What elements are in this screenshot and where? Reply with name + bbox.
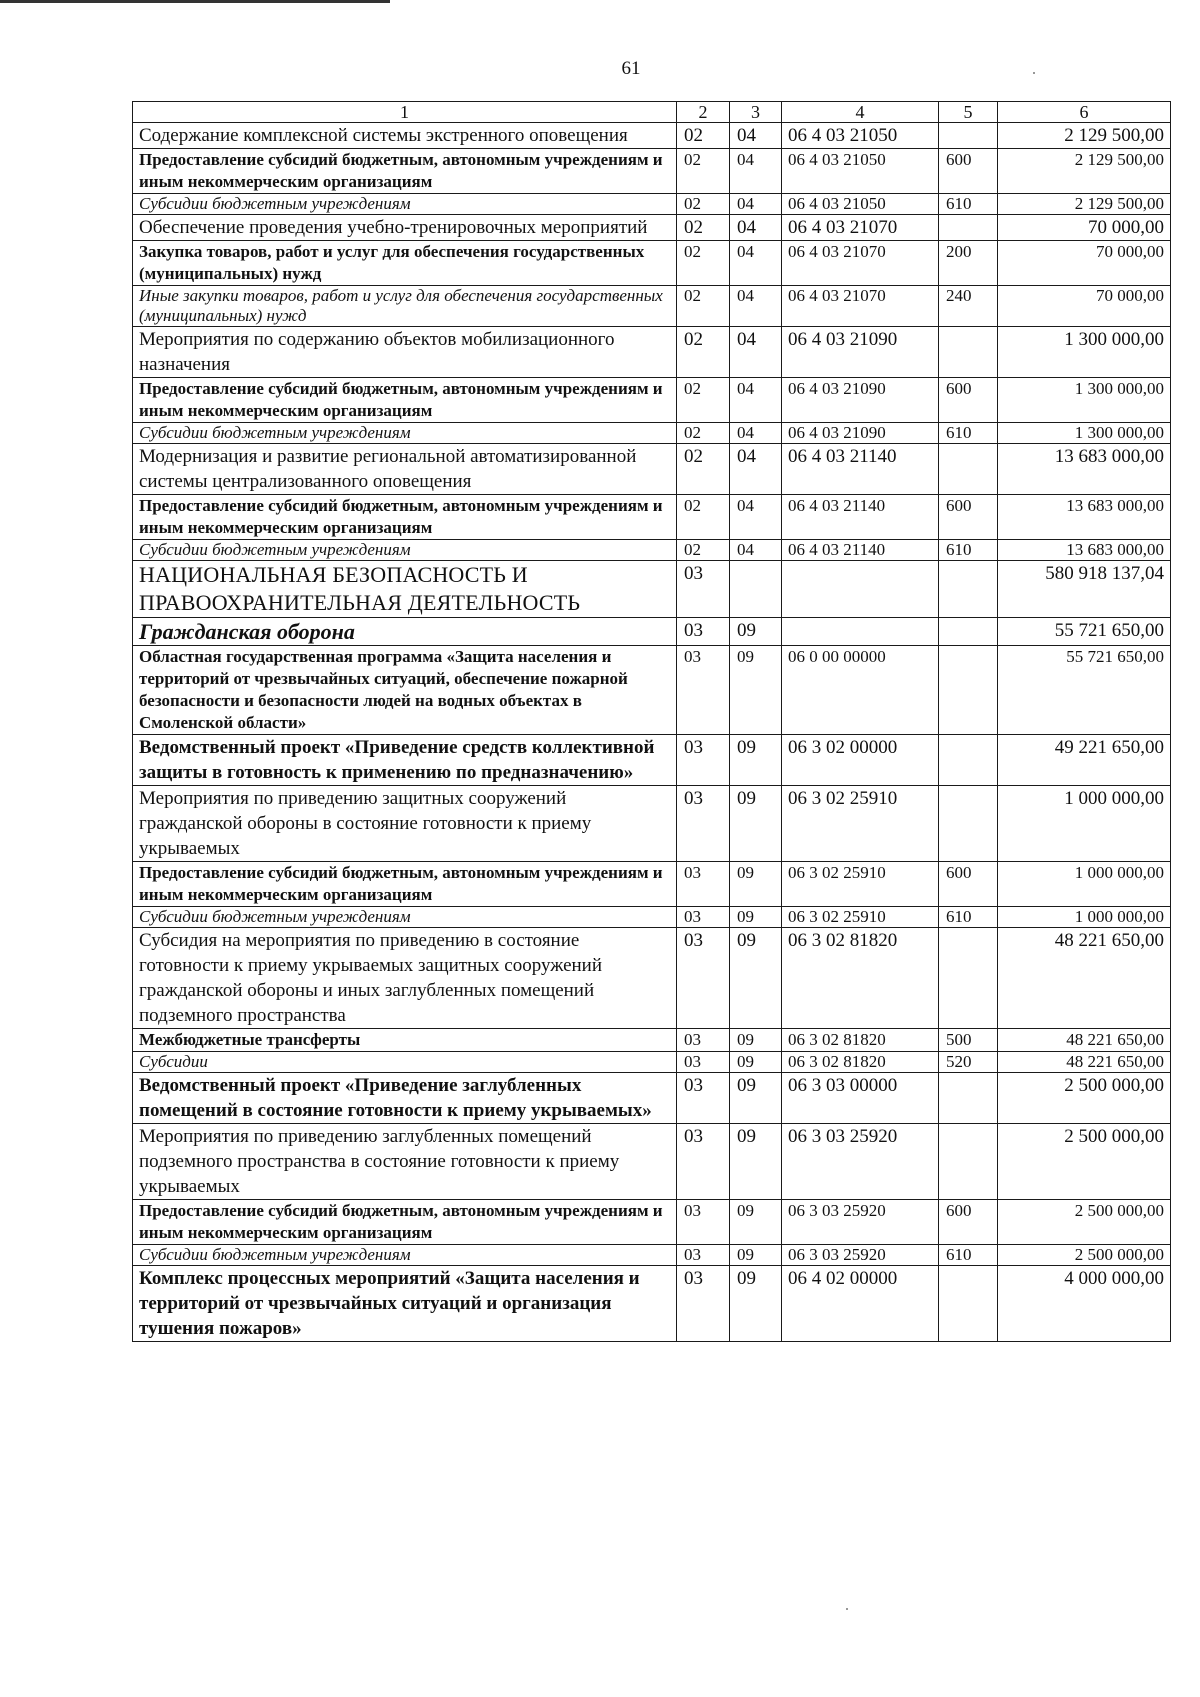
section-code-cell: 03: [677, 862, 730, 907]
row-name-cell: Предоставление субсидий бюджетным, автономным учреждениям и иным некоммерческим организациям: [133, 862, 677, 907]
table-row: [133, 1052, 1171, 1073]
subsection-code-cell: 09: [730, 1124, 782, 1200]
amount-cell: 55 721 650,00: [998, 646, 1171, 735]
subsection-code-cell: 04: [730, 286, 782, 327]
subsection-code-cell: 04: [730, 149, 782, 194]
amount-cell: 2 500 000,00: [998, 1124, 1171, 1200]
section-code-cell: 02: [677, 423, 730, 444]
expense-type-cell: 610: [939, 1245, 998, 1266]
subsection-code-cell: 09: [730, 1052, 782, 1073]
header-cell-5: 5: [939, 102, 998, 123]
subsection-code-cell: 09: [730, 1200, 782, 1245]
subsection-code-cell: 04: [730, 194, 782, 215]
row-name-cell: НАЦИОНАЛЬНАЯ БЕЗОПАСНОСТЬ И ПРАВООХРАНИТЕЛЬНАЯ ДЕЯТЕЛЬНОСТЬ: [133, 561, 677, 618]
section-code-cell: 02: [677, 540, 730, 561]
section-code-cell: 02: [677, 194, 730, 215]
section-code-cell: 03: [677, 1266, 730, 1342]
amount-cell: 48 221 650,00: [998, 1052, 1171, 1073]
row-name-cell: Субсидии бюджетным учреждениям: [133, 423, 677, 444]
table-row: [133, 1073, 1171, 1124]
target-article-cell: 06 3 02 25910: [782, 862, 939, 907]
subsection-code-cell: 04: [730, 444, 782, 495]
header-cell-1: 1: [133, 102, 677, 123]
subsection-code-cell: 09: [730, 618, 782, 646]
table-row: [133, 1029, 1171, 1052]
expense-type-cell: [939, 327, 998, 378]
section-code-cell: 02: [677, 149, 730, 194]
section-code-cell: 03: [677, 1029, 730, 1052]
target-article-cell: 06 3 02 00000: [782, 735, 939, 786]
amount-cell: 2 500 000,00: [998, 1245, 1171, 1266]
row-name-cell: Предоставление субсидий бюджетным, автономным учреждениям и иным некоммерческим организациям: [133, 1200, 677, 1245]
row-name-cell: Предоставление субсидий бюджетным, автономным учреждениям и иным некоммерческим организациям: [133, 495, 677, 540]
target-article-cell: 06 3 03 25920: [782, 1124, 939, 1200]
section-code-cell: 03: [677, 1200, 730, 1245]
subsection-code-cell: 09: [730, 735, 782, 786]
row-name-cell: Предоставление субсидий бюджетным, автономным учреждениям и иным некоммерческим организациям: [133, 378, 677, 423]
subsection-code-cell: [730, 561, 782, 618]
header-cell-2: 2: [677, 102, 730, 123]
table-header-row: [133, 102, 1171, 123]
section-code-cell: 02: [677, 241, 730, 286]
section-code-cell: 03: [677, 561, 730, 618]
target-article-cell: 06 4 02 00000: [782, 1266, 939, 1342]
expense-type-cell: 600: [939, 862, 998, 907]
table-row: [133, 1200, 1171, 1245]
expense-type-cell: [939, 1073, 998, 1124]
amount-cell: 55 721 650,00: [998, 618, 1171, 646]
subsection-code-cell: 09: [730, 928, 782, 1029]
row-name-cell: Субсидии бюджетным учреждениям: [133, 1245, 677, 1266]
subsection-code-cell: 04: [730, 378, 782, 423]
row-name-cell: Ведомственный проект «Приведение средств коллективной защиты в готовность к применению по предназначению»: [133, 735, 677, 786]
amount-cell: 2 129 500,00: [998, 149, 1171, 194]
subsection-code-cell: 04: [730, 423, 782, 444]
table-row: [133, 495, 1171, 540]
target-article-cell: 06 4 03 21090: [782, 423, 939, 444]
subsection-code-cell: 04: [730, 123, 782, 149]
table-row: [133, 907, 1171, 928]
amount-cell: 48 221 650,00: [998, 1029, 1171, 1052]
subsection-code-cell: 09: [730, 907, 782, 928]
section-code-cell: 02: [677, 444, 730, 495]
target-article-cell: 06 3 03 25920: [782, 1245, 939, 1266]
amount-cell: 70 000,00: [998, 215, 1171, 241]
expense-type-cell: [939, 1124, 998, 1200]
amount-cell: 1 000 000,00: [998, 862, 1171, 907]
expense-type-cell: [939, 123, 998, 149]
target-article-cell: 06 3 02 25910: [782, 786, 939, 862]
table-row: [133, 786, 1171, 862]
target-article-cell: 06 0 00 00000: [782, 646, 939, 735]
expense-type-cell: [939, 618, 998, 646]
expense-type-cell: 600: [939, 149, 998, 194]
target-article-cell: 06 3 02 81820: [782, 1029, 939, 1052]
target-article-cell: 06 3 02 25910: [782, 907, 939, 928]
section-code-cell: 03: [677, 735, 730, 786]
target-article-cell: 06 3 03 00000: [782, 1073, 939, 1124]
target-article-cell: 06 4 03 21140: [782, 495, 939, 540]
header-cell-6: 6: [998, 102, 1171, 123]
amount-cell: 13 683 000,00: [998, 540, 1171, 561]
target-article-cell: 06 4 03 21090: [782, 327, 939, 378]
subsection-code-cell: 09: [730, 1245, 782, 1266]
amount-cell: 49 221 650,00: [998, 735, 1171, 786]
subsection-code-cell: 04: [730, 241, 782, 286]
expense-type-cell: 240: [939, 286, 998, 327]
row-name-cell: Модернизация и развитие региональной автоматизированной системы централизованного оповещения: [133, 444, 677, 495]
target-article-cell: 06 3 02 81820: [782, 928, 939, 1029]
target-article-cell: 06 4 03 21140: [782, 540, 939, 561]
row-name-cell: Комплекс процессных мероприятий «Защита населения и территорий от чрезвычайных ситуаций и организация тушения пожаров»: [133, 1266, 677, 1342]
table-row: [133, 286, 1171, 327]
table-row: [133, 618, 1171, 646]
subsection-code-cell: 09: [730, 646, 782, 735]
subsection-code-cell: 04: [730, 495, 782, 540]
expense-type-cell: [939, 215, 998, 241]
scan-edge-line: [0, 0, 390, 3]
target-article-cell: 06 4 03 21070: [782, 215, 939, 241]
amount-cell: 13 683 000,00: [998, 495, 1171, 540]
subsection-code-cell: 09: [730, 1073, 782, 1124]
table-row: [133, 194, 1171, 215]
table-row: [133, 646, 1171, 735]
table-row: [133, 215, 1171, 241]
scan-speck: [846, 1608, 848, 1610]
amount-cell: 2 129 500,00: [998, 194, 1171, 215]
section-code-cell: 03: [677, 1124, 730, 1200]
row-name-cell: Субсидии бюджетным учреждениям: [133, 540, 677, 561]
row-name-cell: Межбюджетные трансферты: [133, 1029, 677, 1052]
header-cell-4: 4: [782, 102, 939, 123]
target-article-cell: 06 4 03 21050: [782, 123, 939, 149]
expense-type-cell: [939, 735, 998, 786]
row-name-cell: Субсидия на мероприятия по приведению в состояние готовности к приему укрываемых защитных сооружений гражданской обороны и иных заглубленных помещений подземного пространства: [133, 928, 677, 1029]
page-number: 61: [621, 58, 641, 79]
target-article-cell: 06 4 03 21050: [782, 149, 939, 194]
amount-cell: 1 000 000,00: [998, 907, 1171, 928]
header-cell-3: 3: [730, 102, 782, 123]
table-row: [133, 241, 1171, 286]
budget-table-body: [133, 102, 1171, 1342]
amount-cell: 70 000,00: [998, 241, 1171, 286]
table-row: [133, 1245, 1171, 1266]
target-article-cell: 06 4 03 21050: [782, 194, 939, 215]
amount-cell: 2 129 500,00: [998, 123, 1171, 149]
expense-type-cell: 500: [939, 1029, 998, 1052]
table-row: [133, 928, 1171, 1029]
section-code-cell: 03: [677, 646, 730, 735]
expense-type-cell: 610: [939, 423, 998, 444]
row-name-cell: Субсидии бюджетным учреждениям: [133, 194, 677, 215]
expense-type-cell: 610: [939, 540, 998, 561]
row-name-cell: Мероприятия по приведению защитных сооружений гражданской обороны в состояние готовности к приему укрываемых: [133, 786, 677, 862]
expense-type-cell: [939, 646, 998, 735]
row-name-cell: Закупка товаров, работ и услуг для обеспечения государственных (муниципальных) нужд: [133, 241, 677, 286]
target-article-cell: 06 4 03 21070: [782, 241, 939, 286]
row-name-cell: Обеспечение проведения учебно-тренировочных мероприятий: [133, 215, 677, 241]
section-code-cell: 03: [677, 786, 730, 862]
table-row: [133, 423, 1171, 444]
target-article-cell: 06 4 03 21090: [782, 378, 939, 423]
table-row: [133, 561, 1171, 618]
table-row: [133, 378, 1171, 423]
scan-speck: [1033, 72, 1035, 74]
expense-type-cell: [939, 928, 998, 1029]
table-row: [133, 123, 1171, 149]
section-code-cell: 03: [677, 1052, 730, 1073]
section-code-cell: 02: [677, 123, 730, 149]
subsection-code-cell: 09: [730, 1029, 782, 1052]
section-code-cell: 03: [677, 1245, 730, 1266]
expense-type-cell: [939, 444, 998, 495]
row-name-cell: Субсидии бюджетным учреждениям: [133, 907, 677, 928]
budget-table: [132, 101, 1171, 1342]
section-code-cell: 03: [677, 1073, 730, 1124]
expense-type-cell: 600: [939, 378, 998, 423]
target-article-cell: [782, 618, 939, 646]
section-code-cell: 02: [677, 286, 730, 327]
amount-cell: 2 500 000,00: [998, 1073, 1171, 1124]
expense-type-cell: 200: [939, 241, 998, 286]
table-row: [133, 1266, 1171, 1342]
amount-cell: 4 000 000,00: [998, 1266, 1171, 1342]
expense-type-cell: [939, 561, 998, 618]
amount-cell: 13 683 000,00: [998, 444, 1171, 495]
row-name-cell: Гражданская оборона: [133, 618, 677, 646]
table-row: [133, 540, 1171, 561]
section-code-cell: 02: [677, 495, 730, 540]
subsection-code-cell: 04: [730, 327, 782, 378]
subsection-code-cell: 09: [730, 862, 782, 907]
expense-type-cell: 600: [939, 1200, 998, 1245]
amount-cell: 2 500 000,00: [998, 1200, 1171, 1245]
expense-type-cell: 610: [939, 907, 998, 928]
row-name-cell: Предоставление субсидий бюджетным, автономным учреждениям и иным некоммерческим организациям: [133, 149, 677, 194]
row-name-cell: Иные закупки товаров, работ и услуг для обеспечения государственных (муниципальных) нужд: [133, 286, 677, 327]
target-article-cell: 06 4 03 21140: [782, 444, 939, 495]
row-name-cell: Областная государственная программа «Защита населения и территорий от чрезвычайных ситуаций, обеспечение пожарной безопасности и безопасности людей на водных объектах в Смоленской области»: [133, 646, 677, 735]
subsection-code-cell: 09: [730, 786, 782, 862]
expense-type-cell: 520: [939, 1052, 998, 1073]
amount-cell: 70 000,00: [998, 286, 1171, 327]
amount-cell: 1 000 000,00: [998, 786, 1171, 862]
table-row: [133, 862, 1171, 907]
subsection-code-cell: 04: [730, 215, 782, 241]
amount-cell: 48 221 650,00: [998, 928, 1171, 1029]
table-row: [133, 444, 1171, 495]
amount-cell: 1 300 000,00: [998, 327, 1171, 378]
row-name-cell: Ведомственный проект «Приведение заглубленных помещений в состояние готовности к приему укрываемых»: [133, 1073, 677, 1124]
expense-type-cell: 600: [939, 495, 998, 540]
section-code-cell: 02: [677, 327, 730, 378]
table-row: [133, 1124, 1171, 1200]
amount-cell: 580 918 137,04: [998, 561, 1171, 618]
row-name-cell: Содержание комплексной системы экстренного оповещения: [133, 123, 677, 149]
amount-cell: 1 300 000,00: [998, 423, 1171, 444]
section-code-cell: 02: [677, 378, 730, 423]
row-name-cell: Мероприятия по содержанию объектов мобилизационного назначения: [133, 327, 677, 378]
section-code-cell: 03: [677, 928, 730, 1029]
target-article-cell: 06 3 03 25920: [782, 1200, 939, 1245]
section-code-cell: 03: [677, 618, 730, 646]
table-row: [133, 149, 1171, 194]
table-row: [133, 735, 1171, 786]
row-name-cell: Субсидии: [133, 1052, 677, 1073]
expense-type-cell: [939, 1266, 998, 1342]
table-row: [133, 327, 1171, 378]
target-article-cell: 06 4 03 21070: [782, 286, 939, 327]
target-article-cell: [782, 561, 939, 618]
section-code-cell: 03: [677, 907, 730, 928]
section-code-cell: 02: [677, 215, 730, 241]
target-article-cell: 06 3 02 81820: [782, 1052, 939, 1073]
expense-type-cell: [939, 786, 998, 862]
subsection-code-cell: 09: [730, 1266, 782, 1342]
row-name-cell: Мероприятия по приведению заглубленных помещений подземного пространства в состояние готовности к приему укрываемых: [133, 1124, 677, 1200]
subsection-code-cell: 04: [730, 540, 782, 561]
expense-type-cell: 610: [939, 194, 998, 215]
amount-cell: 1 300 000,00: [998, 378, 1171, 423]
